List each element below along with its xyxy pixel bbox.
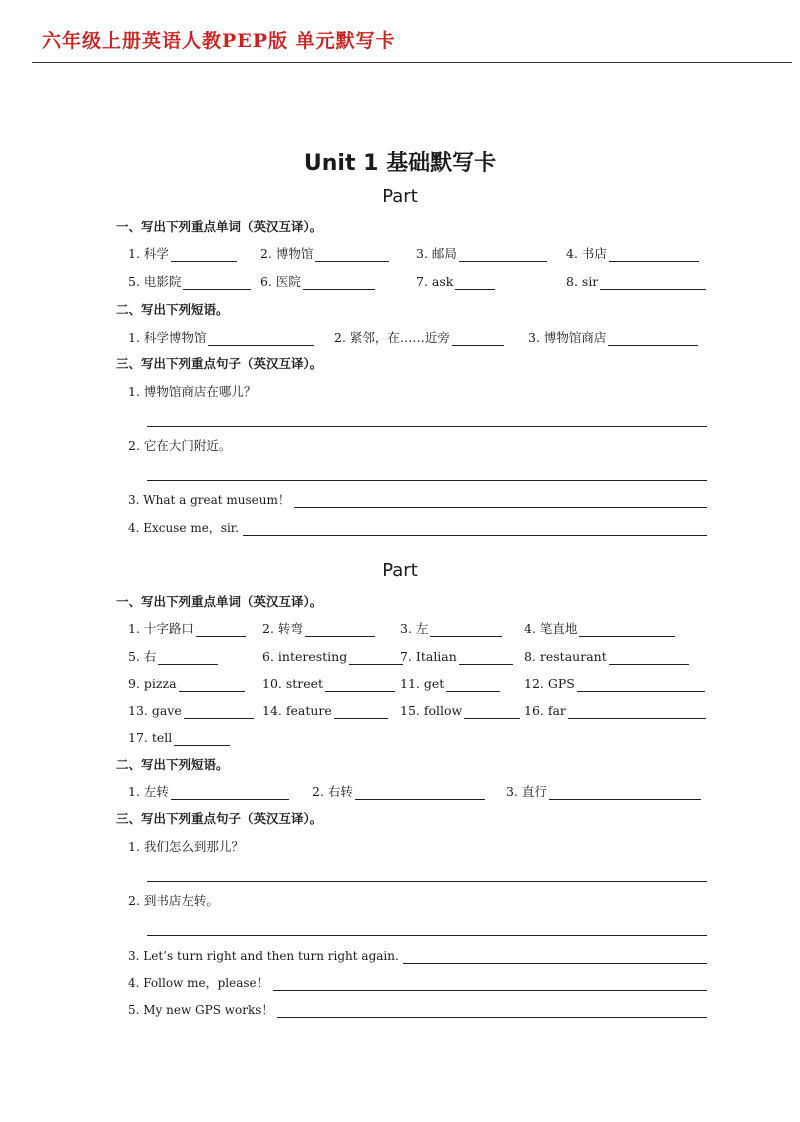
- answer-blank[interactable]: [608, 332, 698, 346]
- part2-sentence-5: [128, 1002, 707, 1018]
- sentence-label: 3. Let’s turn right and then turn right again.: [128, 949, 399, 963]
- part2-sentence-3: [128, 948, 707, 964]
- part2-phrase-1: [128, 784, 289, 800]
- answer-blank[interactable]: [303, 276, 375, 290]
- part2-word-4: [524, 621, 675, 637]
- part2-word-16: [524, 703, 706, 719]
- answer-blank[interactable]: [600, 276, 706, 290]
- answer-blank[interactable]: [455, 276, 495, 290]
- answer-blank[interactable]: [609, 248, 699, 262]
- part2-word-6: [262, 649, 403, 665]
- part2-sec1-heading: 一、写出下列重点单词（英汉互译）。: [116, 594, 323, 609]
- answer-blank[interactable]: [568, 705, 706, 719]
- answer-blank[interactable]: [315, 248, 389, 262]
- word-label: 4. 书店: [566, 246, 607, 261]
- part1-word-3: [416, 246, 547, 262]
- word-label: 3. 邮局: [416, 246, 457, 261]
- part2-word-12: [524, 676, 705, 692]
- word-label: 7. Italian: [400, 649, 457, 664]
- part2-word-15: [400, 703, 520, 719]
- part1-word-7: [416, 274, 495, 290]
- part1-sentence-3: [128, 492, 707, 508]
- word-label: 7. ask: [416, 274, 454, 289]
- word-label: 11. get: [400, 676, 445, 691]
- word-label: 1. 十字路口: [128, 621, 194, 636]
- word-label: 17. tell: [128, 730, 173, 745]
- word-label: 8. sir: [566, 274, 599, 289]
- answer-blank[interactable]: [196, 623, 246, 637]
- word-label: 2. 博物馆: [260, 246, 314, 261]
- part2-word-10: [262, 676, 395, 692]
- part2-word-11: [400, 676, 500, 692]
- part1-word-8: [566, 274, 706, 290]
- part2-sentence-4: [128, 975, 707, 991]
- part1-sec1-heading: 一、写出下列重点单词（英汉互译）。: [116, 219, 323, 234]
- part2-sec3-heading: 三、写出下列重点句子（英汉互译）。: [116, 811, 323, 826]
- header-rule: [32, 62, 792, 63]
- answer-blank[interactable]: [305, 623, 375, 637]
- answer-blank[interactable]: [277, 1004, 707, 1018]
- part1-phrase-2: [334, 330, 504, 346]
- answer-blank[interactable]: [325, 678, 395, 692]
- answer-blank[interactable]: [158, 651, 218, 665]
- answer-blank[interactable]: [208, 332, 314, 346]
- part2-word-7: [400, 649, 513, 665]
- part2-sentence-2: 2. 到书店左转。: [128, 893, 219, 908]
- answer-line[interactable]: [147, 480, 707, 481]
- phrase-label: 3. 博物馆商店: [528, 330, 607, 345]
- answer-blank[interactable]: [452, 332, 504, 346]
- answer-blank[interactable]: [446, 678, 500, 692]
- answer-blank[interactable]: [171, 248, 237, 262]
- part1-word-4: [566, 246, 699, 262]
- answer-line[interactable]: [147, 881, 707, 882]
- word-label: 14. feature: [262, 703, 332, 718]
- part1-phrase-1: [128, 330, 314, 346]
- part2-word-8: [524, 649, 689, 665]
- answer-blank[interactable]: [609, 651, 689, 665]
- unit-title: Unit 1 基础默写卡: [303, 151, 497, 176]
- part1-phrase-3: [528, 330, 698, 346]
- word-label: 5. 右: [128, 649, 157, 664]
- word-label: 12. GPS: [524, 676, 575, 691]
- part2-title: Part: [382, 560, 418, 581]
- answer-blank[interactable]: [183, 276, 251, 290]
- part1-title: Part: [382, 186, 418, 207]
- word-label: 3. 左: [400, 621, 429, 636]
- part1-sec3-heading: 三、写出下列重点句子（英汉互译）。: [116, 356, 323, 371]
- answer-line[interactable]: [147, 426, 707, 427]
- answer-blank[interactable]: [403, 950, 707, 964]
- answer-blank[interactable]: [294, 494, 707, 508]
- answer-blank[interactable]: [579, 623, 675, 637]
- answer-blank[interactable]: [464, 705, 520, 719]
- word-label: 1. 科学: [128, 246, 169, 261]
- answer-blank[interactable]: [179, 678, 245, 692]
- word-label: 16. far: [524, 703, 566, 718]
- answer-blank[interactable]: [459, 651, 513, 665]
- word-label: 6. 医院: [260, 274, 301, 289]
- answer-blank[interactable]: [459, 248, 547, 262]
- answer-blank[interactable]: [355, 786, 485, 800]
- answer-blank[interactable]: [243, 522, 707, 536]
- part1-sentence-4: [128, 520, 707, 536]
- part1-sec2-heading: 二、写出下列短语。: [116, 302, 229, 317]
- part1-word-6: [260, 274, 375, 290]
- phrase-label: 1. 左转: [128, 784, 169, 799]
- word-label: 13. gave: [128, 703, 182, 718]
- sentence-label: 4. Follow me，please！: [128, 976, 269, 990]
- answer-blank[interactable]: [349, 651, 403, 665]
- part2-phrase-2: [312, 784, 485, 800]
- part1-word-1: [128, 246, 237, 262]
- answer-blank[interactable]: [184, 705, 254, 719]
- answer-blank[interactable]: [273, 977, 707, 991]
- word-label: 2. 转弯: [262, 621, 303, 636]
- part2-word-17: [128, 730, 230, 746]
- phrase-label: 1. 科学博物馆: [128, 330, 207, 345]
- part2-word-2: [262, 621, 375, 637]
- part2-word-5: [128, 649, 218, 665]
- part2-sentence-1: 1. 我们怎么到那儿？: [128, 839, 244, 854]
- answer-blank[interactable]: [174, 732, 230, 746]
- header-title: 六年级上册英语人教PEP版 单元默写卡: [42, 30, 396, 52]
- sentence-label: 3. What a great museum！: [128, 493, 290, 507]
- phrase-label: 2. 右转: [312, 784, 353, 799]
- answer-blank[interactable]: [549, 786, 701, 800]
- answer-blank[interactable]: [430, 623, 502, 637]
- part2-word-3: [400, 621, 502, 637]
- part1-sentence-2: 2. 它在大门附近。: [128, 438, 232, 453]
- word-label: 4. 笔直地: [524, 621, 578, 636]
- word-label: 6. interesting: [262, 649, 348, 664]
- part1-sentence-1: 1. 博物馆商店在哪儿？: [128, 384, 257, 399]
- word-label: 8. restaurant: [524, 649, 607, 664]
- answer-blank[interactable]: [334, 705, 388, 719]
- part2-word-9: [128, 676, 245, 692]
- phrase-label: 2. 紧邻，在……近旁: [334, 330, 450, 345]
- part2-phrase-3: [506, 784, 701, 800]
- phrase-label: 3. 直行: [506, 784, 547, 799]
- word-label: 5. 电影院: [128, 274, 182, 289]
- part2-word-14: [262, 703, 388, 719]
- part2-word-13: [128, 703, 254, 719]
- sentence-label: 4. Excuse me，sir.: [128, 521, 240, 535]
- part1-word-5: [128, 274, 251, 290]
- word-label: 15. follow: [400, 703, 463, 718]
- answer-blank[interactable]: [171, 786, 289, 800]
- part2-word-1: [128, 621, 246, 637]
- word-label: 10. street: [262, 676, 324, 691]
- part2-sec2-heading: 二、写出下列短语。: [116, 757, 229, 772]
- sentence-label: 5. My new GPS works！: [128, 1003, 274, 1017]
- answer-blank[interactable]: [577, 678, 705, 692]
- word-label: 9. pizza: [128, 676, 177, 691]
- part1-word-2: [260, 246, 389, 262]
- answer-line[interactable]: [147, 935, 707, 936]
